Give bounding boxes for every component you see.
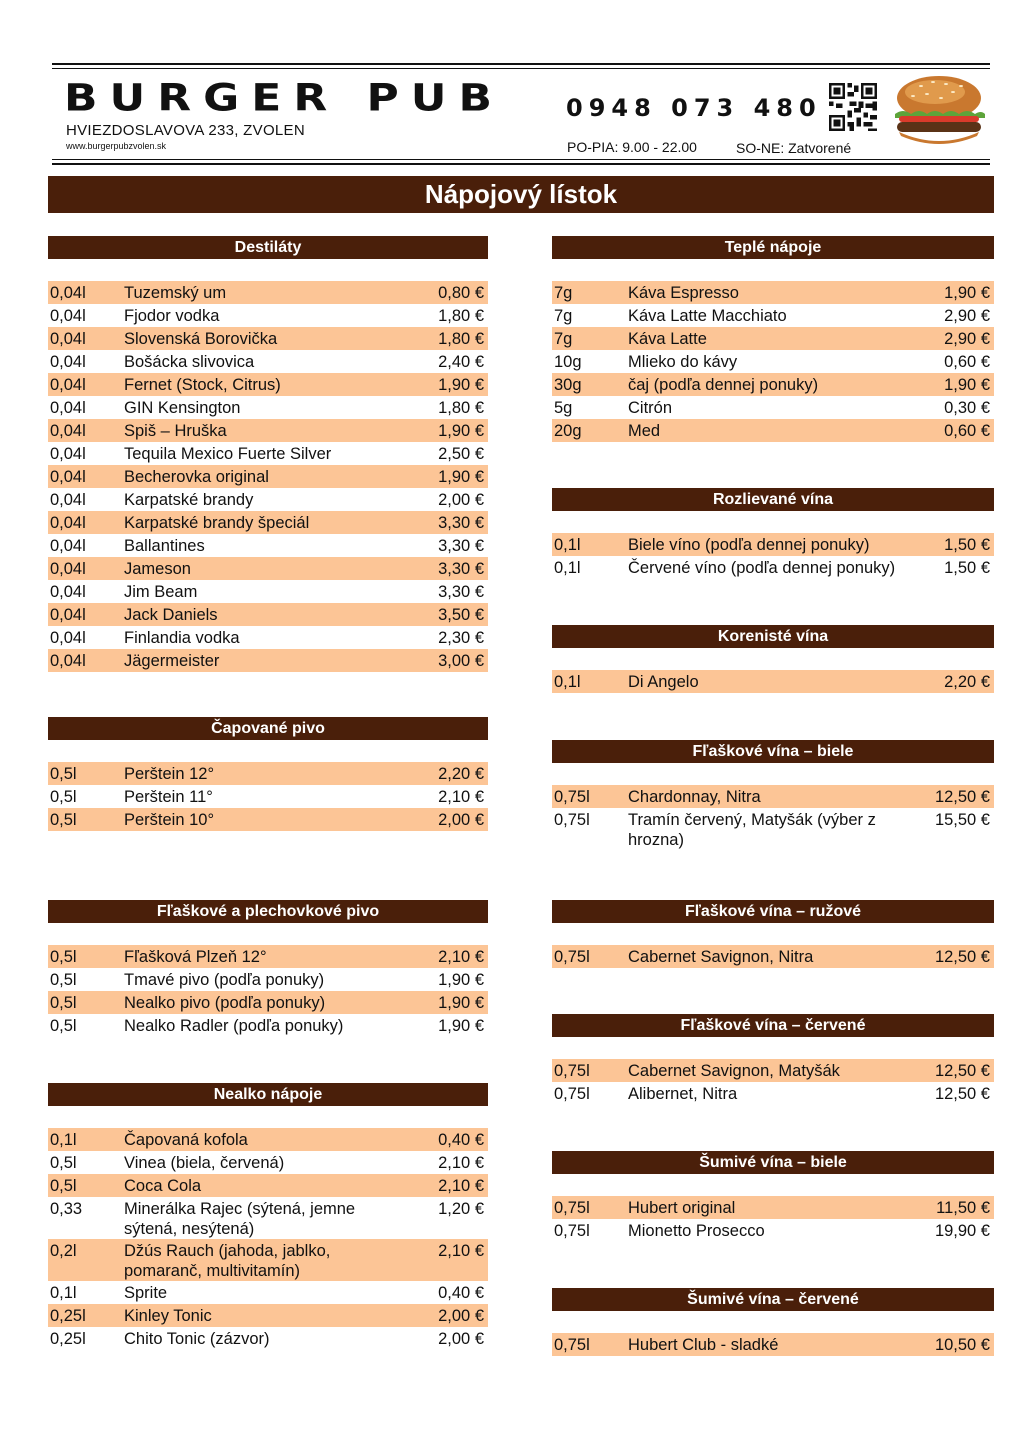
item-name: Hubert original	[628, 1199, 736, 1217]
section-nealko-napoje	[48, 1083, 488, 1350]
item-volume: 0,75l	[554, 1222, 590, 1240]
menu-item	[552, 350, 994, 373]
item-price: 2,20 €	[438, 765, 484, 783]
item-volume: 0,75l	[554, 811, 590, 829]
menu-item	[48, 808, 488, 831]
item-price: 10,50 €	[934, 1336, 990, 1354]
menu-item	[552, 327, 994, 350]
item-name: Tuzemský um	[124, 284, 227, 302]
item-volume: 0,5l	[50, 811, 77, 829]
item-name: Fernet (Stock, Citrus)	[124, 376, 281, 394]
section-title: Fľaškové vína – ružové	[552, 900, 994, 923]
item-volume: 0,5l	[50, 1177, 77, 1195]
menu-item	[48, 1304, 488, 1327]
item-price: 0,40 €	[438, 1131, 484, 1149]
item-price: 1,90 €	[438, 422, 484, 440]
item-volume: 0,04l	[50, 629, 86, 647]
menu-item	[552, 396, 994, 419]
item-volume: 0,04l	[50, 376, 86, 394]
item-volume: 0,1l	[554, 559, 581, 577]
item-volume: 7g	[554, 284, 573, 302]
item-price: 1,80 €	[438, 399, 484, 417]
item-name: Cabernet Savignon, Matyšák	[628, 1062, 840, 1080]
header-top-rule-thick	[52, 63, 990, 65]
section-title: Korenisté vína	[552, 625, 994, 648]
item-volume: 0,04l	[50, 491, 86, 509]
item-name: Becherovka original	[124, 468, 269, 486]
address: HVIEZDOSLAVOVA 233, ZVOLEN	[66, 122, 305, 139]
item-name: Vinea (biela, červená)	[124, 1154, 285, 1172]
item-price: 3,30 €	[438, 583, 484, 601]
item-volume: 0,04l	[50, 330, 86, 348]
item-name: Chito Tonic (zázvor)	[124, 1330, 270, 1348]
menu-item	[552, 533, 994, 556]
section-flaskove-vina-ruzove	[552, 900, 994, 968]
section-rozlievane-vina	[552, 488, 994, 579]
menu-item	[48, 373, 488, 396]
menu-item	[48, 991, 488, 1014]
item-volume: 0,33	[50, 1200, 83, 1218]
item-list	[552, 533, 994, 579]
item-name: Tmavé pivo (podľa ponuky)	[124, 971, 325, 989]
item-volume: 0,04l	[50, 284, 86, 302]
menu-item	[48, 557, 488, 580]
section-destilaty	[48, 236, 488, 672]
item-volume: 30g	[554, 376, 582, 394]
item-volume: 7g	[554, 330, 573, 348]
section-flaskove-vina-cervene	[552, 1014, 994, 1105]
menu-item	[48, 419, 488, 442]
menu-item	[48, 603, 488, 626]
item-name: Karpatské brandy špeciál	[124, 514, 310, 532]
menu-item	[48, 1014, 488, 1037]
item-volume: 0,75l	[554, 1062, 590, 1080]
section-title: Destiláty	[48, 236, 488, 259]
item-volume: 0,5l	[50, 788, 77, 806]
item-name: Coca Cola	[124, 1177, 202, 1195]
item-price: 2,90 €	[944, 307, 990, 325]
item-name: Jim Beam	[124, 583, 198, 601]
item-name: Chardonnay, Nitra	[628, 788, 761, 806]
item-list	[48, 1128, 488, 1350]
item-volume: 0,5l	[50, 1017, 77, 1035]
header-top-rule-thin	[52, 68, 990, 69]
menu-item	[552, 945, 994, 968]
item-volume: 10g	[554, 353, 582, 371]
item-volume: 0,1l	[554, 673, 581, 691]
item-volume: 0,04l	[50, 307, 86, 325]
item-price: 2,10 €	[438, 1154, 484, 1172]
menu-item	[552, 808, 994, 850]
item-list	[48, 762, 488, 831]
section-sumive-vina-cervene	[552, 1288, 994, 1356]
item-price: 12,50 €	[934, 1085, 990, 1103]
item-name: Tramín červený, Matyšák (výber z hrozna)	[628, 811, 876, 849]
item-name: Jägermeister	[124, 652, 220, 670]
menu-item	[48, 1281, 488, 1304]
item-name: Nealko pivo (podľa ponuky)	[124, 994, 326, 1012]
item-volume: 0,04l	[50, 445, 86, 463]
item-list	[552, 1059, 994, 1105]
item-volume: 0,75l	[554, 1085, 590, 1103]
item-price: 12,50 €	[934, 788, 990, 806]
item-price: 2,00 €	[438, 811, 484, 829]
item-list	[552, 785, 994, 850]
item-name: Perštein 10°	[124, 811, 215, 829]
item-name: Mionetto Prosecco	[628, 1222, 765, 1240]
item-price: 2,10 €	[438, 1177, 484, 1195]
item-name: Perštein 12°	[124, 765, 215, 783]
item-name: Cabernet Savignon, Nitra	[628, 948, 814, 966]
item-list	[552, 1333, 994, 1356]
item-name: Kinley Tonic	[124, 1307, 212, 1325]
item-name: Slovenská Borovička	[124, 330, 278, 348]
item-name: Bošácka slivovica	[124, 353, 255, 371]
item-volume: 0,5l	[50, 994, 77, 1012]
item-name: Citrón	[628, 399, 673, 417]
menu-item	[48, 580, 488, 603]
item-price: 2,10 €	[438, 948, 484, 966]
item-price: 2,90 €	[944, 330, 990, 348]
item-volume: 7g	[554, 307, 573, 325]
item-price: 3,00 €	[438, 652, 484, 670]
item-price: 2,00 €	[438, 1307, 484, 1325]
menu-item	[552, 1333, 994, 1356]
item-price: 0,40 €	[438, 1284, 484, 1302]
item-name: Fjodor vodka	[124, 307, 220, 325]
menu-item	[48, 1174, 488, 1197]
item-list	[552, 281, 994, 442]
item-volume: 0,75l	[554, 1199, 590, 1217]
item-volume: 0,5l	[50, 971, 77, 989]
item-name: Spiš – Hruška	[124, 422, 227, 440]
menu-item	[552, 1082, 994, 1105]
item-volume: 0,04l	[50, 422, 86, 440]
item-list	[552, 945, 994, 968]
menu-item	[48, 1151, 488, 1174]
item-name: Biele víno (podľa dennej ponuky)	[628, 536, 870, 554]
item-price: 1,50 €	[944, 559, 990, 577]
item-price: 1,90 €	[944, 284, 990, 302]
item-price: 1,80 €	[438, 330, 484, 348]
item-volume: 0,2l	[50, 1242, 77, 1260]
item-name: Jack Daniels	[124, 606, 218, 624]
item-volume: 0,1l	[50, 1131, 77, 1149]
item-name: Ballantines	[124, 537, 205, 555]
section-title: Šumivé vína – biele	[552, 1151, 994, 1174]
section-title: Nealko nápoje	[48, 1083, 488, 1106]
menu-item	[48, 350, 488, 373]
item-price: 1,90 €	[438, 994, 484, 1012]
item-price: 2,40 €	[438, 353, 484, 371]
item-price: 1,20 €	[438, 1200, 484, 1218]
item-price: 19,90 €	[934, 1222, 990, 1240]
item-price: 1,90 €	[438, 971, 484, 989]
menu-item	[48, 534, 488, 557]
menu-item	[48, 327, 488, 350]
item-volume: 0,04l	[50, 514, 86, 532]
item-price: 2,30 €	[438, 629, 484, 647]
website-link[interactable]: www.burgerpubzvolen.sk	[66, 141, 167, 151]
item-volume: 0,04l	[50, 353, 86, 371]
menu-item	[552, 304, 994, 327]
section-flaskove-vina-biele	[552, 740, 994, 850]
item-volume: 20g	[554, 422, 582, 440]
item-price: 0,80 €	[438, 284, 484, 302]
item-name: Karpatské brandy	[124, 491, 254, 509]
item-name: Káva Espresso	[628, 284, 739, 302]
menu-item	[48, 396, 488, 419]
item-price: 2,00 €	[438, 1330, 484, 1348]
menu-item	[552, 556, 994, 579]
menu-item	[552, 281, 994, 304]
item-price: 0,60 €	[944, 422, 990, 440]
header-bottom-rule-thin	[52, 159, 990, 160]
menu-item	[48, 465, 488, 488]
item-volume: 0,04l	[50, 537, 86, 555]
menu-item	[48, 442, 488, 465]
section-sumive-vina-biele	[552, 1151, 994, 1242]
section-capovane-pivo	[48, 717, 488, 831]
item-list	[552, 1196, 994, 1242]
item-volume: 0,04l	[50, 468, 86, 486]
item-name: Nealko Radler (podľa ponuky)	[124, 1017, 344, 1035]
item-volume: 0,25l	[50, 1330, 86, 1348]
menu-item	[552, 670, 994, 693]
section-title: Čapované pivo	[48, 717, 488, 740]
menu-item	[552, 1219, 994, 1242]
page-title: Nápojový lístok	[48, 176, 994, 213]
menu-item	[552, 1196, 994, 1219]
item-price: 3,30 €	[438, 537, 484, 555]
menu-item	[48, 488, 488, 511]
item-volume: 0,75l	[554, 788, 590, 806]
item-volume: 0,04l	[50, 560, 86, 578]
menu-item	[48, 1239, 488, 1281]
item-volume: 0,25l	[50, 1307, 86, 1325]
item-name: Čapovaná kofola	[124, 1131, 248, 1149]
menu-item	[48, 511, 488, 534]
section-teple-napoje	[552, 236, 994, 442]
item-name: Jameson	[124, 560, 191, 578]
burger-icon	[891, 72, 987, 148]
item-volume: 0,5l	[50, 948, 77, 966]
item-name: Mlieko do kávy	[628, 353, 738, 371]
phone-number: 0948 073 480	[566, 94, 822, 122]
menu-item	[48, 281, 488, 304]
item-price: 3,50 €	[438, 606, 484, 624]
item-price: 0,30 €	[944, 399, 990, 417]
item-price: 2,10 €	[438, 788, 484, 806]
item-price: 1,90 €	[438, 468, 484, 486]
item-volume: 0,1l	[50, 1284, 77, 1302]
item-price: 0,60 €	[944, 353, 990, 371]
section-title: Rozlievané vína	[552, 488, 994, 511]
section-title: Šumivé vína – červené	[552, 1288, 994, 1311]
menu-item	[48, 304, 488, 327]
menu-item	[552, 373, 994, 396]
item-volume: 0,5l	[50, 765, 77, 783]
item-list	[552, 670, 994, 693]
section-title: Fľaškové a plechovkové pivo	[48, 900, 488, 923]
section-korenistе-vina	[552, 625, 994, 693]
menu-item	[48, 945, 488, 968]
item-price: 2,00 €	[438, 491, 484, 509]
brand-logo-text: BURGER PUB	[64, 76, 505, 120]
menu-item	[48, 1327, 488, 1350]
item-name: čaj (podľa dennej ponuky)	[628, 376, 819, 394]
item-name: GIN Kensington	[124, 399, 241, 417]
item-name: Hubert Club - sladké	[628, 1336, 779, 1354]
item-name: Káva Latte Macchiato	[628, 307, 787, 325]
item-price: 2,10 €	[438, 1242, 484, 1260]
menu-item	[552, 419, 994, 442]
item-name: Di Angelo	[628, 673, 699, 691]
menu-item	[48, 968, 488, 991]
item-volume: 0,75l	[554, 948, 590, 966]
item-volume: 0,04l	[50, 606, 86, 624]
item-price: 1,90 €	[438, 1017, 484, 1035]
menu-item	[48, 1128, 488, 1151]
item-price: 15,50 €	[934, 811, 990, 829]
item-volume: 0,75l	[554, 1336, 590, 1354]
menu-item	[48, 626, 488, 649]
item-name: Červené víno (podľa dennej ponuky)	[628, 559, 896, 577]
item-volume: 0,5l	[50, 1154, 77, 1172]
item-price: 1,90 €	[944, 376, 990, 394]
item-volume: 0,04l	[50, 583, 86, 601]
item-price: 1,80 €	[438, 307, 484, 325]
item-name: Tequila Mexico Fuerte Silver	[124, 445, 332, 463]
item-price: 3,30 €	[438, 514, 484, 532]
item-name: Finlandia vodka	[124, 629, 240, 647]
section-flaskove-pivo	[48, 900, 488, 1037]
qr-code-icon	[829, 83, 877, 131]
item-price: 2,20 €	[944, 673, 990, 691]
item-volume: 0,04l	[50, 399, 86, 417]
item-name: Džús Rauch (jahoda, jablko, pomaranč, multivitamín)	[124, 1242, 331, 1280]
header-bottom-rule-thick	[52, 163, 990, 165]
item-price: 12,50 €	[934, 1062, 990, 1080]
item-volume: 0,04l	[50, 652, 86, 670]
menu-item	[552, 785, 994, 808]
section-title: Fľaškové vína – biele	[552, 740, 994, 763]
item-price: 2,50 €	[438, 445, 484, 463]
item-name: Fľašková Plzeň 12°	[124, 948, 267, 966]
opening-hours-weekday: PO-PIA: 9.00 - 22.00	[567, 139, 697, 155]
item-name: Minerálka Rajec (sýtená, jemne sýtená, nesýtená)	[124, 1200, 356, 1238]
item-name: Perštein 11°	[124, 788, 213, 806]
item-list	[48, 945, 488, 1037]
item-name: Med	[628, 422, 661, 440]
menu-item	[48, 1197, 488, 1239]
item-volume: 5g	[554, 399, 573, 417]
menu-item	[48, 762, 488, 785]
menu-item	[48, 649, 488, 672]
item-price: 1,50 €	[944, 536, 990, 554]
item-list	[48, 281, 488, 672]
menu-item	[48, 785, 488, 808]
item-price: 3,30 €	[438, 560, 484, 578]
menu-item	[552, 1059, 994, 1082]
item-price: 12,50 €	[934, 948, 990, 966]
item-price: 11,50 €	[936, 1199, 990, 1217]
section-title: Fľaškové vína – červené	[552, 1014, 994, 1037]
section-title: Teplé nápoje	[552, 236, 994, 259]
item-volume: 0,1l	[554, 536, 581, 554]
item-name: Sprite	[124, 1284, 168, 1302]
item-name: Káva Latte	[628, 330, 707, 348]
item-name: Alibernet, Nitra	[628, 1085, 738, 1103]
item-price: 1,90 €	[438, 376, 484, 394]
opening-hours-weekend: SO-NE: Zatvorené	[736, 140, 852, 156]
